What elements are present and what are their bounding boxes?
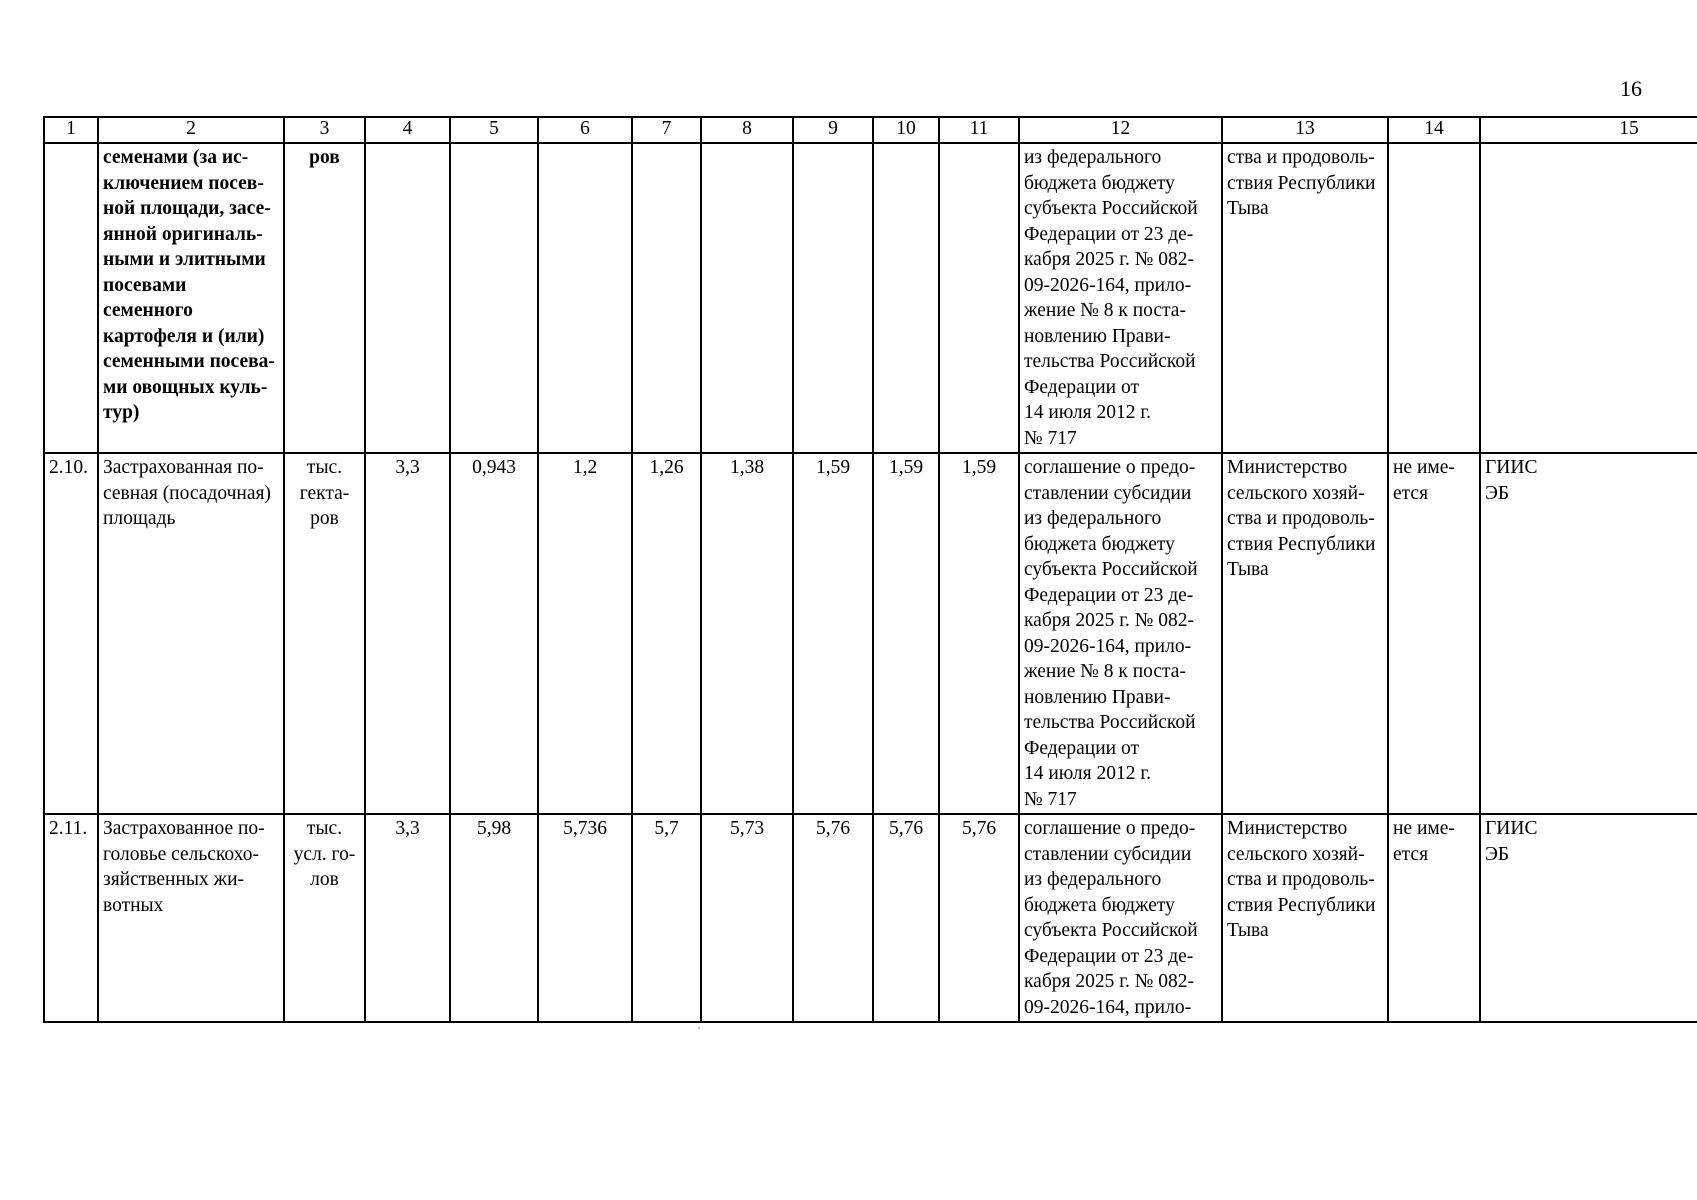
value-cell: 5,98 — [450, 814, 538, 1022]
column-header: 5 — [450, 117, 538, 143]
scan-speck — [698, 1027, 700, 1029]
value-cell: 3,3 — [365, 453, 450, 814]
value-cell: 1,2 — [538, 453, 632, 814]
indicator-name: Застрахованное по- головье сельскохо- зяйственных жи- вотных — [98, 814, 284, 1022]
value-cell: 0,943 — [450, 453, 538, 814]
column-header: 4 — [365, 117, 450, 143]
value-cell: 1,59 — [793, 453, 873, 814]
row-number — [44, 143, 98, 453]
column-header: 10 — [873, 117, 939, 143]
value-cell — [538, 143, 632, 453]
row-number: 2.11. — [44, 814, 98, 1022]
value-cell: 5,736 — [538, 814, 632, 1022]
column-14-cell — [1388, 143, 1480, 453]
unit-cell: ров — [284, 143, 365, 453]
value-cell: 1,59 — [939, 453, 1019, 814]
column-header: 12 — [1019, 117, 1222, 143]
value-cell: 3,3 — [365, 814, 450, 1022]
column-header: 13 — [1222, 117, 1388, 143]
row-number: 2.10. — [44, 453, 98, 814]
document-reference: соглашение о предо- ставлении субсидии из федерального бюджета бюджету субъекта Российской Федерации от 23 де- кабря 2025 г. № 082- 09-2026-164, прило- — [1019, 814, 1222, 1022]
column-15-cell — [1480, 143, 1697, 453]
column-14-cell: не име- ется — [1388, 814, 1480, 1022]
value-cell: 1,38 — [701, 453, 793, 814]
column-header: 6 — [538, 117, 632, 143]
column-header: 8 — [701, 117, 793, 143]
column-header: 7 — [632, 117, 701, 143]
column-header: 14 — [1388, 117, 1480, 143]
responsible-org: Министерство сельского хозяй- ства и продоволь- ствия Республики Тыва — [1222, 453, 1388, 814]
value-cell: 5,73 — [701, 814, 793, 1022]
value-cell: 5,76 — [793, 814, 873, 1022]
unit-cell: тыс. гекта- ров — [284, 453, 365, 814]
indicators-table — [43, 116, 1697, 1023]
column-15-cell: ГИИС ЭБ — [1480, 453, 1697, 814]
value-cell — [450, 143, 538, 453]
value-cell — [365, 143, 450, 453]
column-header: 1 — [44, 117, 98, 143]
indicator-name: Застрахованная по- севная (посадочная) площадь — [98, 453, 284, 814]
table-row — [44, 143, 1697, 453]
table-row — [44, 814, 1697, 1022]
column-header: 2 — [98, 117, 284, 143]
column-header: 15 — [1480, 117, 1697, 143]
indicator-name: семенами (за ис- ключением посев- ной площади, засе- янной оригиналь- ными и элитными посевами семенного картофеля и (или) семенными посева- ми овощных куль- тур) — [98, 143, 284, 453]
value-cell — [632, 143, 701, 453]
responsible-org: Министерство сельского хозяй- ства и продоволь- ствия Республики Тыва — [1222, 814, 1388, 1022]
value-cell — [939, 143, 1019, 453]
value-cell: 5,76 — [873, 814, 939, 1022]
column-14-cell: не име- ется — [1388, 453, 1480, 814]
column-header: 11 — [939, 117, 1019, 143]
page-number: 16 — [1620, 76, 1642, 101]
value-cell — [793, 143, 873, 453]
value-cell: 5,7 — [632, 814, 701, 1022]
value-cell: 1,26 — [632, 453, 701, 814]
document-reference: из федерального бюджета бюджету субъекта Российской Федерации от 23 де- кабря 2025 г. № 082- 09-2026-164, прило- жение № 8 к поста- новлению Прави- тельства Российской Федерации от 14 июля 2012 г. № 717 — [1019, 143, 1222, 453]
responsible-org: ства и продоволь- ствия Республики Тыва — [1222, 143, 1388, 453]
unit-cell: тыс. усл. го- лов — [284, 814, 365, 1022]
column-header: 3 — [284, 117, 365, 143]
table-header-row — [44, 117, 1697, 143]
value-cell — [701, 143, 793, 453]
column-header: 9 — [793, 117, 873, 143]
value-cell: 5,76 — [939, 814, 1019, 1022]
document-reference: соглашение о предо- ставлении субсидии из федерального бюджета бюджету субъекта Российской Федерации от 23 де- кабря 2025 г. № 082- 09-2026-164, прило- жение № 8 к поста- новлению Прави- тельства Российской Федерации от 14 июля 2012 г. № 717 — [1019, 453, 1222, 814]
value-cell: 1,59 — [873, 453, 939, 814]
table-row — [44, 453, 1697, 814]
column-15-cell: ГИИС ЭБ — [1480, 814, 1697, 1022]
value-cell — [873, 143, 939, 453]
